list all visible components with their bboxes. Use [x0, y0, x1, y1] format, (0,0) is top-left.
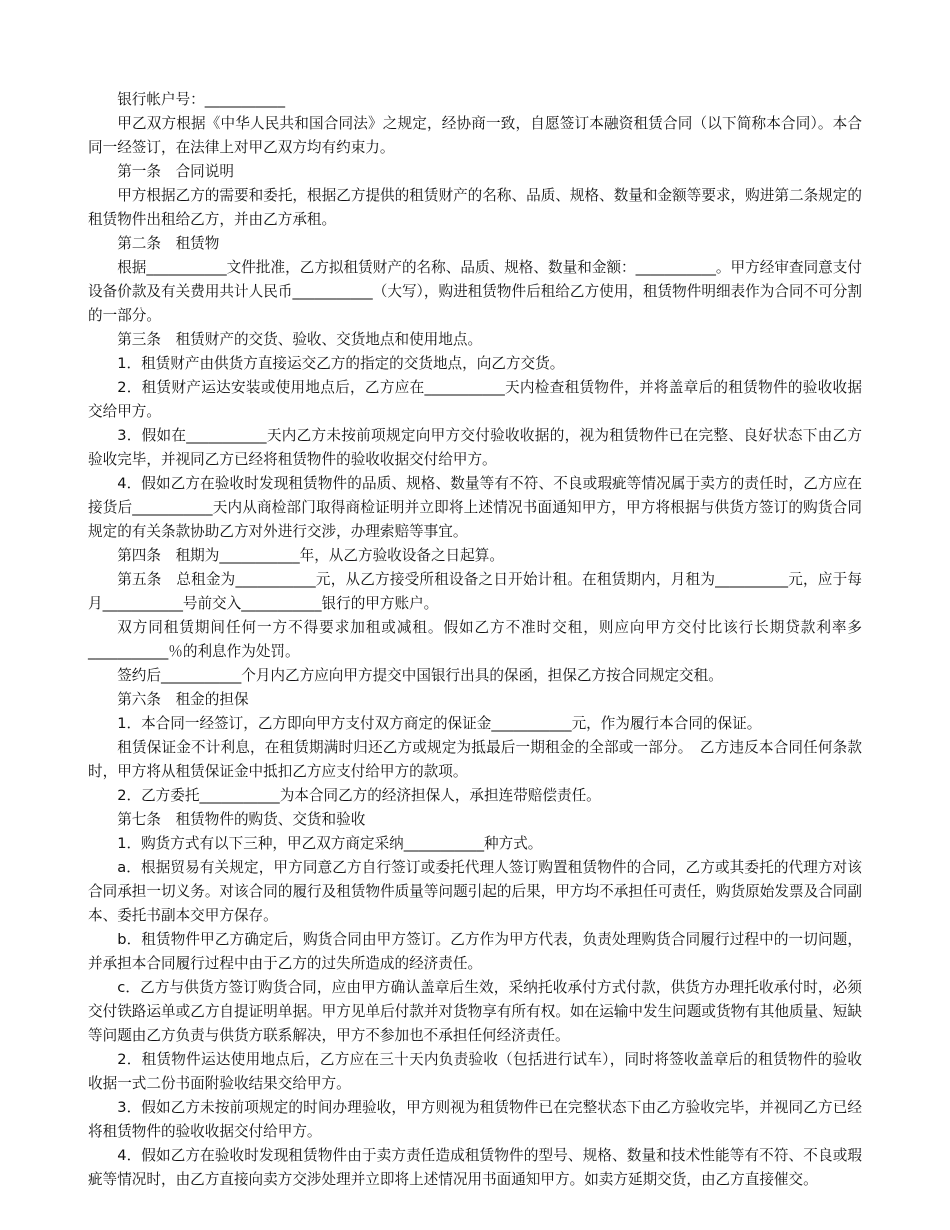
article-3-item-2: 2．租赁财产运达安装或使用地点后，乙方应在___________天内检查租赁物件，并将盖章后的租赁物件的验收收据交给甲方。 — [88, 379, 862, 420]
article-7-option-a: a．根据贸易有关规定，甲方同意乙方自行签订或委托代理人签订购置租赁物件的合同，乙方或其委托的代理方对该合同承担一切义务。对该合同的履行及租赁物件质量等问题引起的后果，甲方均不承担任可责任，购货原始发票及合同副本、委托书副本交甲方保存。 — [88, 859, 862, 924]
article-3-heading: 第三条 租赁财产的交货、验收、交货地点和使用地点。 — [117, 331, 483, 348]
article-5-guarantee: 签约后___________个月内乙方应向甲方提交中国银行出具的保函，担保乙方按合同规定交租。 — [117, 667, 723, 684]
article-7-item-4: 4．假如乙方在验收时发现租赁物件由于卖方责任造成租赁物件的型号、规格、数量和技术性能等有不符、不良或瑕疵等情况时，由乙方直接向卖方交涉处理并立即将上述情况用书面通知甲方。如卖方延期交货，由乙方直接催交。 — [88, 1147, 862, 1188]
article-3-item-1: 1．租赁财产由供货方直接运交乙方的指定的交货地点，向乙方交货。 — [117, 355, 565, 372]
bank-account-line: 银行帐户号：___________ — [117, 91, 286, 108]
article-7-item-1: 1．购货方式有以下三种，甲乙双方商定采纳___________种方式。 — [117, 835, 543, 852]
article-1-heading: 第一条 合同说明 — [117, 163, 234, 180]
article-7-item-3: 3．假如乙方未按前项规定的时间办理验收，甲方则视为租赁物件已在完整状态下由乙方验收完毕，并视同乙方已经将租赁物件的验收收据交付给甲方。 — [88, 1099, 862, 1140]
article-2-body: 根据___________文件批准，乙方拟租赁财产的名称、品质、规格、数量和金额：___________。甲方经审查同意支付设备价款及有关费用共计人民币___________（大写），购进租赁物件后租给乙方使用，租赁物件明细表作为合同不可分割的一部分。 — [88, 259, 862, 324]
contract-page — [88, 88, 862, 1192]
article-5: 第五条 总租金为___________元，从乙方接受所租设备之日开始计租。在租赁期内，月租为__________元，应于每月___________号前交入___________银行的甲方账户。 — [88, 571, 862, 612]
article-7-heading: 第七条 租赁物件的购货、交货和验收 — [117, 811, 366, 828]
article-7-option-b: b．租赁物件甲乙方确定后，购货合同由甲方签订。乙方作为甲方代表，负责处理购货合同履行过程中的一切问题，并承担本合同履行过程中由于乙方的过失所造成的经济责任。 — [88, 931, 862, 972]
article-3-item-4: 4．假如乙方在验收时发现租赁物件的品质、规格、数量等有不符、不良或瑕疵等情况属于卖方的责任时，乙方应在接货后___________天内从商检部门取得商检证明并立即将上述情况书面通知甲方，甲方将根据与供货方签订的购货合同规定的有关条款协助乙方对外进行交涉，办理索赔等事宜。 — [88, 475, 862, 540]
article-4: 第四条 租期为___________年，从乙方验收设备之日起算。 — [117, 547, 504, 564]
article-7-option-c: c．乙方与供货方签订购货合同，应由甲方确认盖章后生效，采纳托收承付方式付款，供货方办理托收承付时，必须交付铁路运单或乙方自提证明单据。甲方见单后付款并对货物享有所有权。如在运输中发生问题或货物有其他质量、短缺等问题由乙方负责与供货方联系解决，甲方不参加也不承担任何经济责任。 — [88, 979, 862, 1044]
article-7-item-2: 2．租赁物件运达使用地点后，乙方应在三十天内负责验收（包括进行试车），同时将签收盖章后的租赁物件的验收收据一式二份书面附验收结果交给甲方。 — [88, 1051, 862, 1092]
article-1-body: 甲方根据乙方的需要和委托，根据乙方提供的租赁财产的名称、品质、规格、数量和金额等要求，购进第二条规定的租赁物件出租给乙方，并由乙方承租。 — [88, 187, 862, 228]
article-6-item-2: 2．乙方委托___________为本合同乙方的经济担保人，承担连带赔偿责任。 — [117, 787, 601, 804]
article-6-deposit-note: 租赁保证金不计利息，在租赁期满时归还乙方或规定为抵最后一期租金的全部或一部分。 乙方违反本合同任何条款时，甲方将从租赁保证金中抵扣乙方应支付给甲方的款项。 — [88, 739, 862, 780]
article-6-item-1: 1．本合同一经签订，乙方即向甲方支付双方商定的保证金___________元，作为履行本合同的保证。 — [117, 715, 762, 732]
article-5-penalty: 双方同租赁期间任何一方不得要求加租或减租。假如乙方不准时交租，则应向甲方交付比该行长期贷款利率多___________％的利息作为处罚。 — [88, 619, 862, 660]
article-6-heading: 第六条 租金的担保 — [117, 691, 249, 708]
preamble-paragraph: 甲乙双方根据《中华人民共和国合同法》之规定，经协商一致，自愿签订本融资租赁合同（以下简称本合同）。本合同一经签订，在法律上对甲乙双方均有约束力。 — [88, 115, 862, 156]
article-2-heading: 第二条 租赁物 — [117, 235, 220, 252]
article-3-item-3: 3．假如在___________天内乙方未按前项规定向甲方交付验收收据的，视为租赁物件已在完整、良好状态下由乙方验收完毕，并视同乙方已经将租赁物件的验收收据交付给甲方。 — [88, 427, 862, 468]
